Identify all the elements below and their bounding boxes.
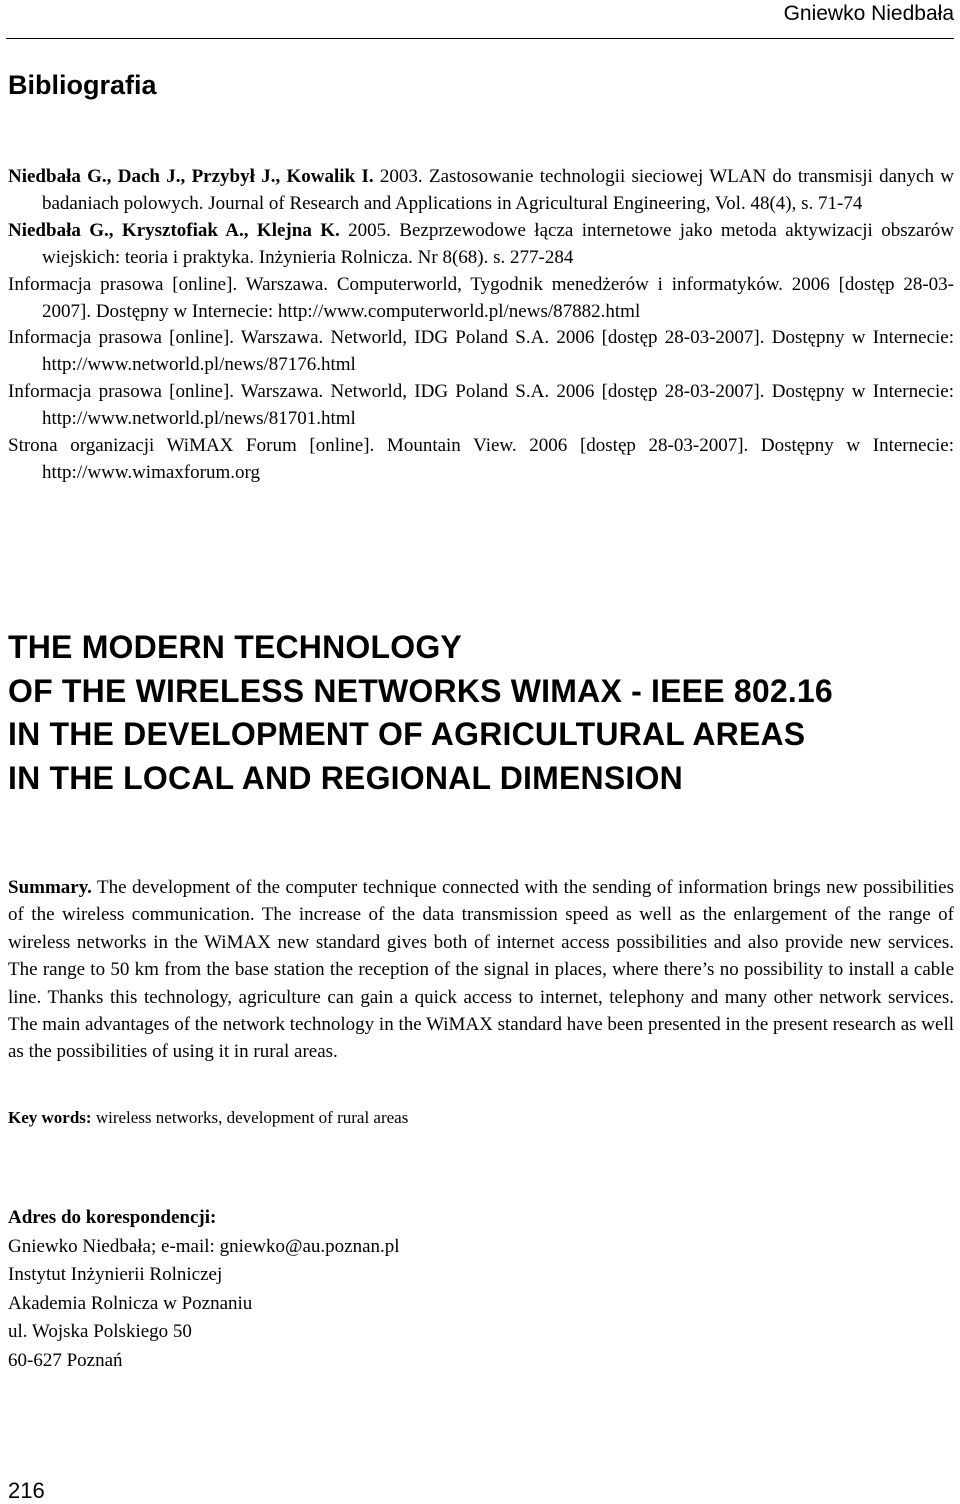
address-line: 60-627 Poznań (8, 1349, 123, 1371)
entry-text: 2005. Bezprzewodowe łącza internetowe jako metoda aktywizacji obszarów wiejskich: teoria i praktyka. Inżynieria Rolnicza. Nr 8(68). s. 277-284 (42, 219, 954, 268)
address-line: Instytut Inżynierii Rolniczej (8, 1264, 223, 1286)
keywords-text: wireless networks, development of rural areas (91, 1108, 409, 1127)
bibliography-title: Bibliografia (8, 70, 157, 100)
entry-text: Informacja prasowa [online]. Warszawa. Computerworld, Tygodnik menedżerów i informatyków. 2006 [dostęp 28-03-2007]. Dostępny w Internecie: http://www.computerworld.pl/news/87882.html (8, 273, 954, 322)
address-line: Akademia Rolnicza w Poznaniu (8, 1292, 253, 1314)
english-title-line: IN THE DEVELOPMENT OF AGRICULTURAL AREAS (8, 716, 806, 752)
entry-text: Informacja prasowa [online]. Warszawa. Networld, IDG Poland S.A. 2006 [dostęp 28-03-2007]. Dostępny w Internecie: http://www.networld.pl/news/87176.html (8, 327, 954, 376)
summary-label: Summary. (8, 877, 92, 898)
english-title-line: IN THE LOCAL AND REGIONAL DIMENSION (8, 759, 683, 796)
bibliography-entry (8, 433, 954, 487)
keywords-label: Key words: (8, 1108, 92, 1127)
bibliography-entry (8, 272, 954, 326)
summary-paragraph (8, 874, 954, 1066)
summary-text: The development of the computer technique connected with the sending of information brings new possibilities of the wireless communication. The increase of the data transmission speed as well as the enlargement of the range of wireless networks in the WiMAX new standard gives both of internet access possibilities and also provide new services. The range to 50 km from the base station the reception of the signal in places, where there’s no possibility to install a cable line. Thanks this technology, agriculture can gain a quick access to internet, telephony and many other network services. The main advantages of the network technology in the WiMAX standard have been presented in the present research as well as the possibilities of using it in rural areas. (8, 877, 954, 1063)
bibliography-entry (8, 218, 954, 272)
english-title (8, 626, 833, 800)
entry-text: Strona organizacji WiMAX Forum [online]. Mountain View. 2006 [dostęp 28-03-2007]. Dostępny w Internecie: http://www.wimaxforum.org (8, 435, 954, 483)
header-rule (6, 38, 954, 39)
address-title: Adres do korespondencji: (8, 1207, 217, 1228)
entry-text: Informacja prasowa [online]. Warszawa. Networld, IDG Poland S.A. 2006 [dostęp 28-03-2007]. Dostępny w Internecie: http://www.networld.pl/news/81701.html (8, 381, 954, 430)
bibliography-entry (8, 379, 954, 433)
address-line: Gniewko Niedbała; e-mail: gniewko@au.poznan.pl (8, 1235, 400, 1257)
english-title-line: OF THE WIRELESS NETWORKS WIMAX - IEEE 802.16 (8, 672, 833, 709)
address-line: ul. Wojska Polskiego 50 (8, 1321, 192, 1343)
entry-authors: Niedbała G., Dach J., Przybył J., Kowalik I. (8, 166, 374, 187)
bibliography-list (8, 164, 954, 487)
keywords-line (8, 1108, 408, 1128)
bibliography-entry (8, 164, 954, 218)
entry-text: 2003. Zastosowanie technologii sieciowej WLAN do transmisji danych w badaniach polowych. Journal of Research and Applications in Agricultural Engineering, Vol. 48(4), s. 71-74 (42, 166, 954, 214)
entry-authors: Niedbała G., Krysztofiak A., Klejna K. (8, 219, 340, 241)
english-title-line: THE MODERN TECHNOLOGY (8, 629, 462, 665)
bibliography-entry (8, 325, 954, 379)
running-head: Gniewko Niedbała (783, 2, 954, 25)
correspondence-address (8, 1204, 400, 1376)
page-number: 216 (8, 1478, 45, 1503)
